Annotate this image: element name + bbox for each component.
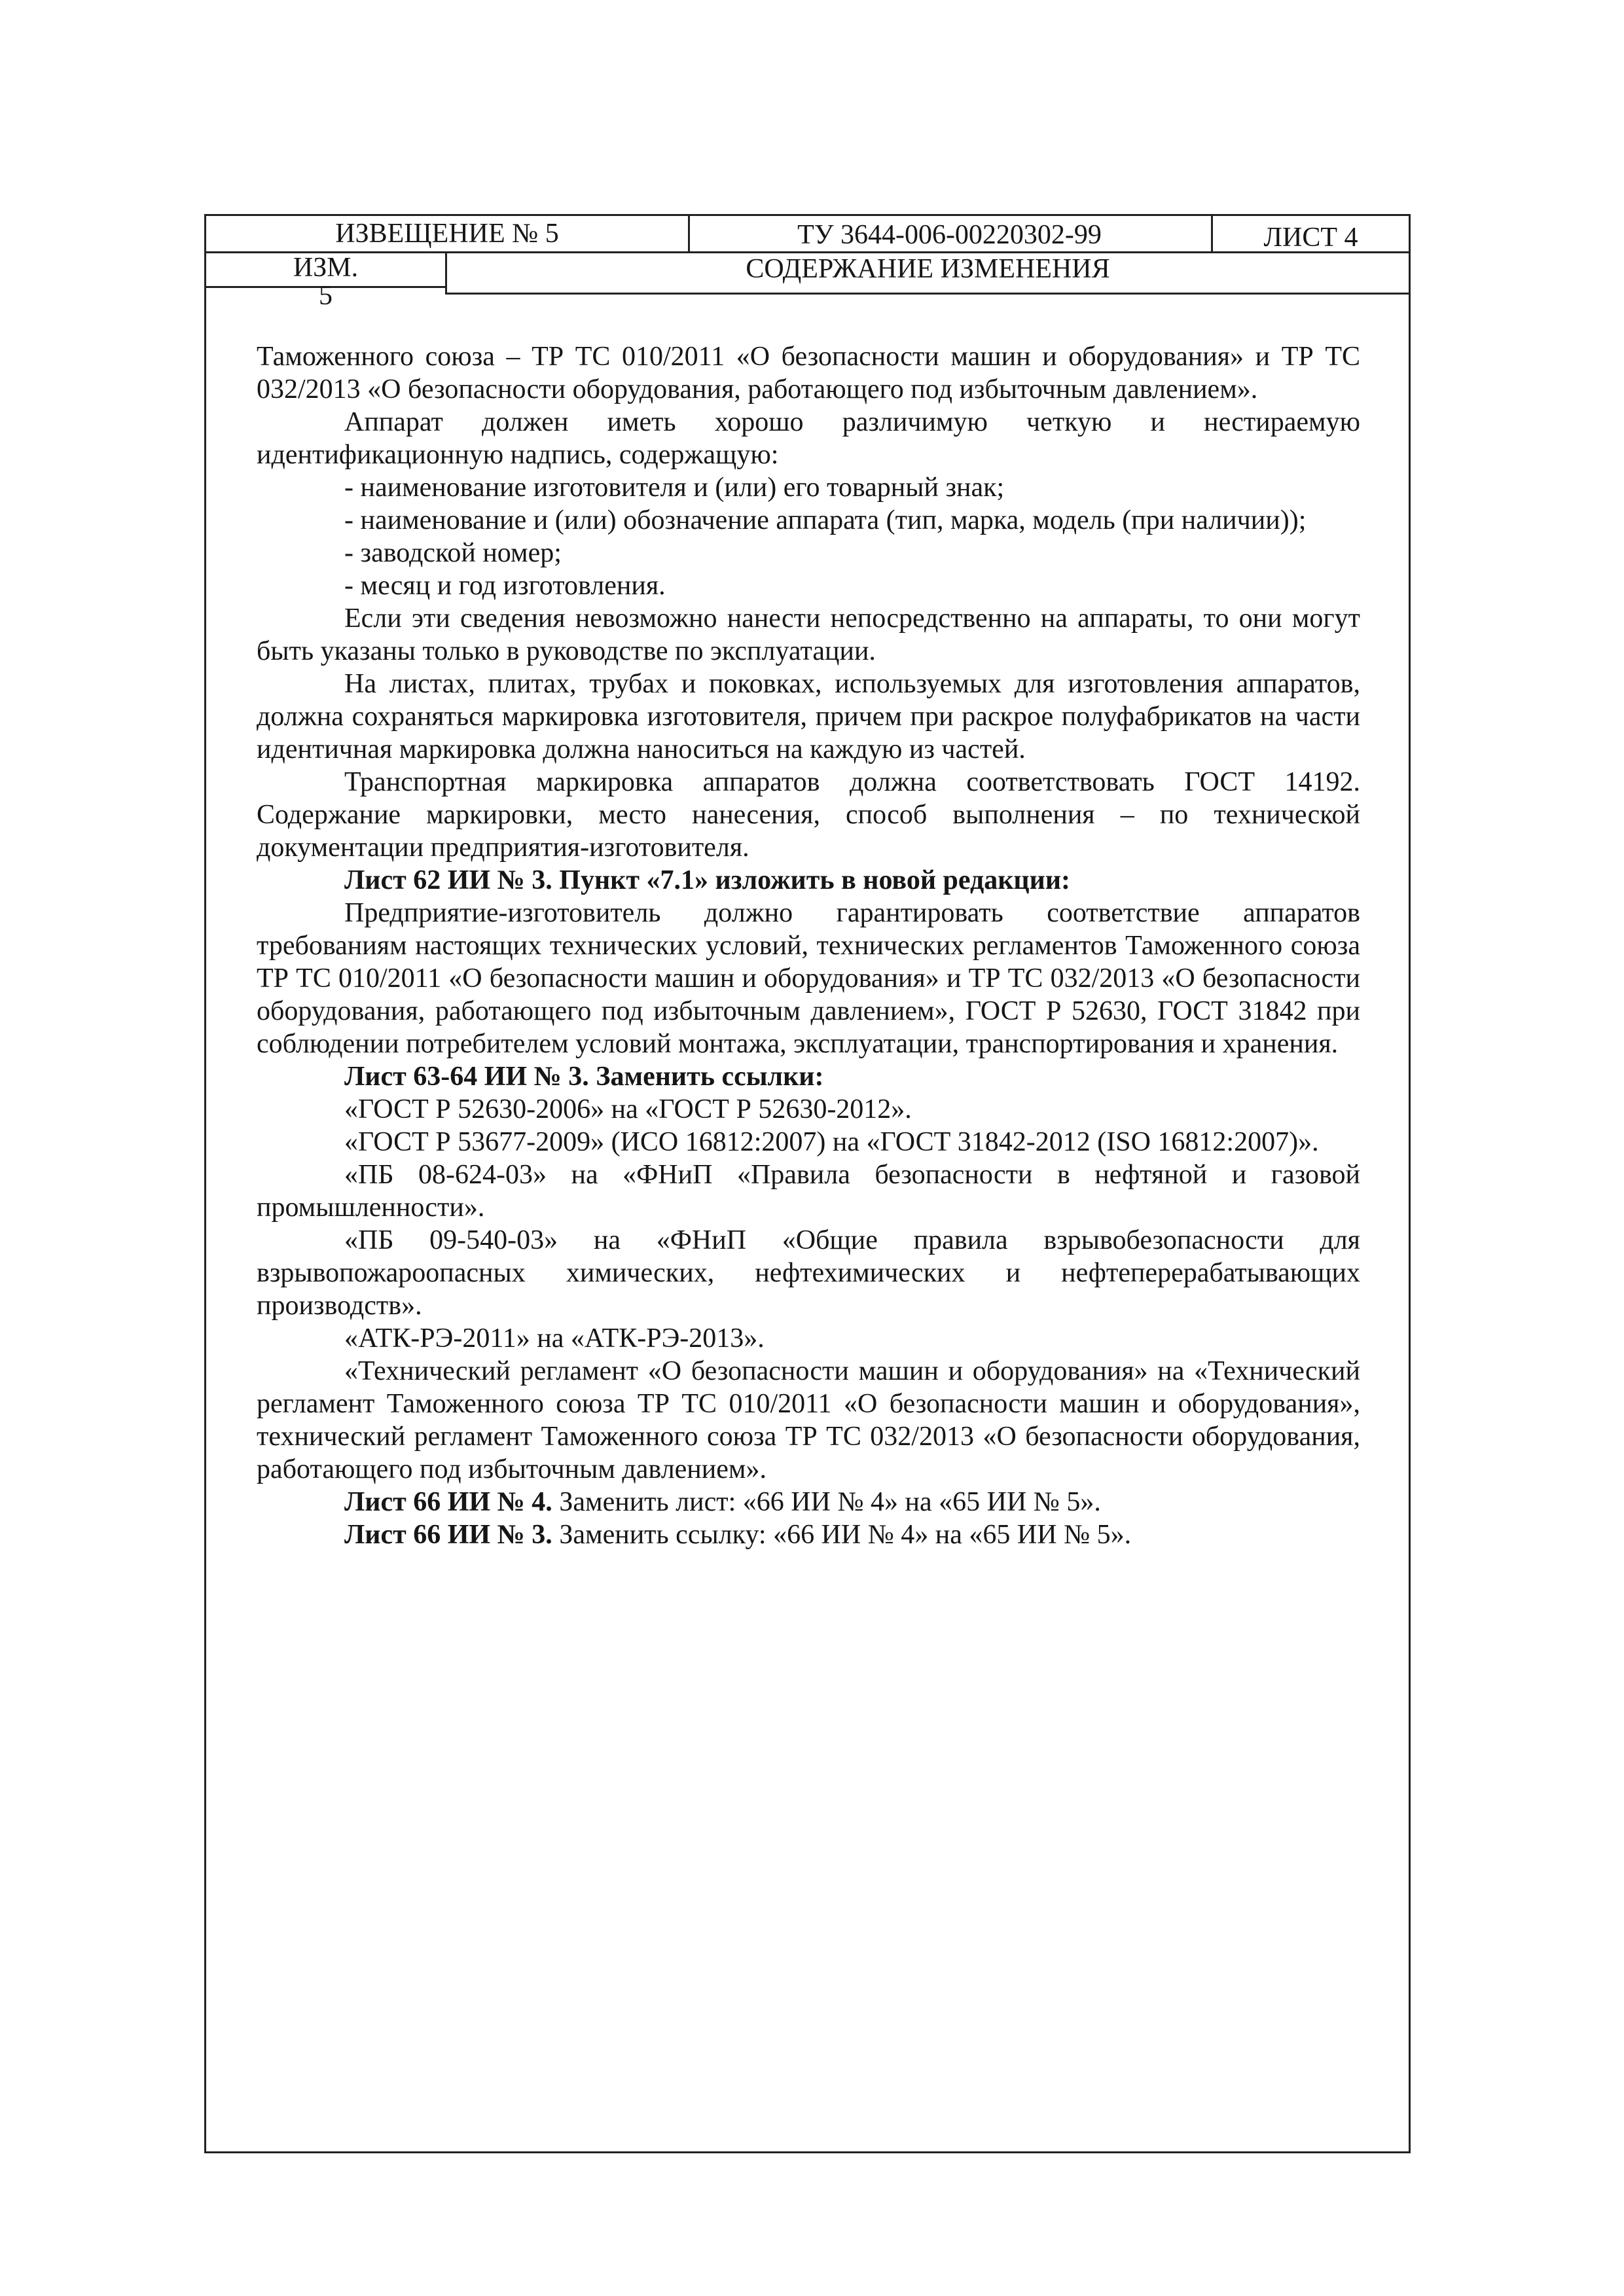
title-block-divider (445, 293, 1409, 295)
replacement-item: «Технический регламент «О безопасности машин и оборудования» на «Технический регламент Таможенного союза ТР ТС 010/2011 «О безопасности машин и оборудования», технический регламент Таможенного союза ТР ТС 032/2013 «О безопасности оборудования, работающего под избыточным давлением». (257, 1356, 1360, 1484)
section-heading (257, 864, 1360, 897)
sheet-number: ЛИСТ 4 (1263, 223, 1358, 253)
list-item: - наименование и (или) обозначение аппарата (тип, марка, модель (при наличии)); (344, 505, 1307, 535)
replacement-item: «ПБ 09-540-03» на «ФНиП «Общие правила взрывобезопасности для взрывопожароопасных химических, нефтехимических и нефтеперерабатывающих производств». (257, 1225, 1360, 1321)
spec-number: ТУ 3644-006-00220302-99 (797, 220, 1102, 250)
section-heading (257, 1060, 1360, 1093)
change-label: ИЗМ. (293, 253, 359, 283)
document-frame (204, 214, 1411, 2153)
list-item: - заводской номер; (344, 538, 562, 568)
replacement-item: «ГОСТ Р 53677-2009» (ИСО 16812:2007) на «ГОСТ 31842-2012 (ISO 16812:2007)». (344, 1127, 1319, 1157)
change-content (257, 340, 1360, 1551)
replacement-item: «ПБ 08-624-03» на «ФНиП «Правила безопасности в нефтяной и газовой промышленности». (257, 1160, 1360, 1223)
sheet-ref: Лист 66 ИИ № 4. (344, 1487, 552, 1517)
paragraph: Если эти сведения невозможно нанести непосредственно на аппараты, то они могут быть указаны только в руководстве по эксплуатации. (257, 603, 1360, 666)
replacement-item: «АТК-РЭ-2011» на «АТК-РЭ-2013». (344, 1323, 765, 1354)
list-item: - месяц и год изготовления. (344, 571, 666, 601)
sheet-instruction (257, 1518, 1360, 1551)
instruction-text: Заменить лист: «66 ИИ № 4» на «65 ИИ № 5». (552, 1487, 1101, 1517)
change-number: 5 (319, 281, 333, 311)
sheet-ref: Лист 66 ИИ № 3. (344, 1520, 552, 1550)
paragraph: Транспортная маркировка аппаратов должна соответствовать ГОСТ 14192. Содержание маркировки, место нанесения, способ выполнения – по технической документации предприятия-изготовителя. (257, 767, 1360, 863)
section-heading-text: Лист 62 ИИ № 3. Пункт «7.1» изложить в новой редакции: (344, 865, 1071, 895)
title-block (206, 216, 1409, 311)
paragraph: Аппарат должен иметь хорошо различимую четкую и нестираемую идентификационную надпись, содержащую: (257, 407, 1360, 470)
notice-number: ИЗВЕЩЕНИЕ № 5 (335, 219, 559, 249)
section-heading-text: Лист 63-64 ИИ № 3. Заменить ссылки: (344, 1062, 824, 1092)
paragraph: Предприятие-изготовитель должно гарантировать соответствие аппаратов требованиям настоящих технических условий, технических регламентов Таможенного союза ТР ТС 010/2011 «О безопасности машин и оборудования» и ТР ТС 032/2013 «О безопасности оборудования, работающего под избыточным давлением», ГОСТ Р 52630, ГОСТ 31842 при соблюдении потребителем условий монтажа, эксплуатации, транспортирования и хранения. (257, 898, 1360, 1059)
paragraph: Таможенного союза – ТР ТС 010/2011 «О безопасности машин и оборудования» и ТР ТС 032/2013 «О безопасности оборудования, работающего под избыточным давлением». (257, 342, 1360, 404)
paragraph: На листах, плитах, трубах и поковках, используемых для изготовления аппаратов, должна сохраняться маркировка изготовителя, причем при раскрое полуфабрикатов на части идентичная маркировка должна наноситься на каждую из частей. (257, 669, 1360, 764)
sheet-instruction (257, 1486, 1360, 1518)
change-content-label: СОДЕРЖАНИЕ ИЗМЕНЕНИЯ (746, 254, 1110, 284)
list-item: - наименование изготовителя и (или) его товарный знак; (344, 473, 1005, 503)
replacement-item: «ГОСТ Р 52630-2006» на «ГОСТ Р 52630-2012». (344, 1094, 912, 1124)
instruction-text: Заменить ссылку: «66 ИИ № 4» на «65 ИИ № 5». (552, 1520, 1132, 1550)
